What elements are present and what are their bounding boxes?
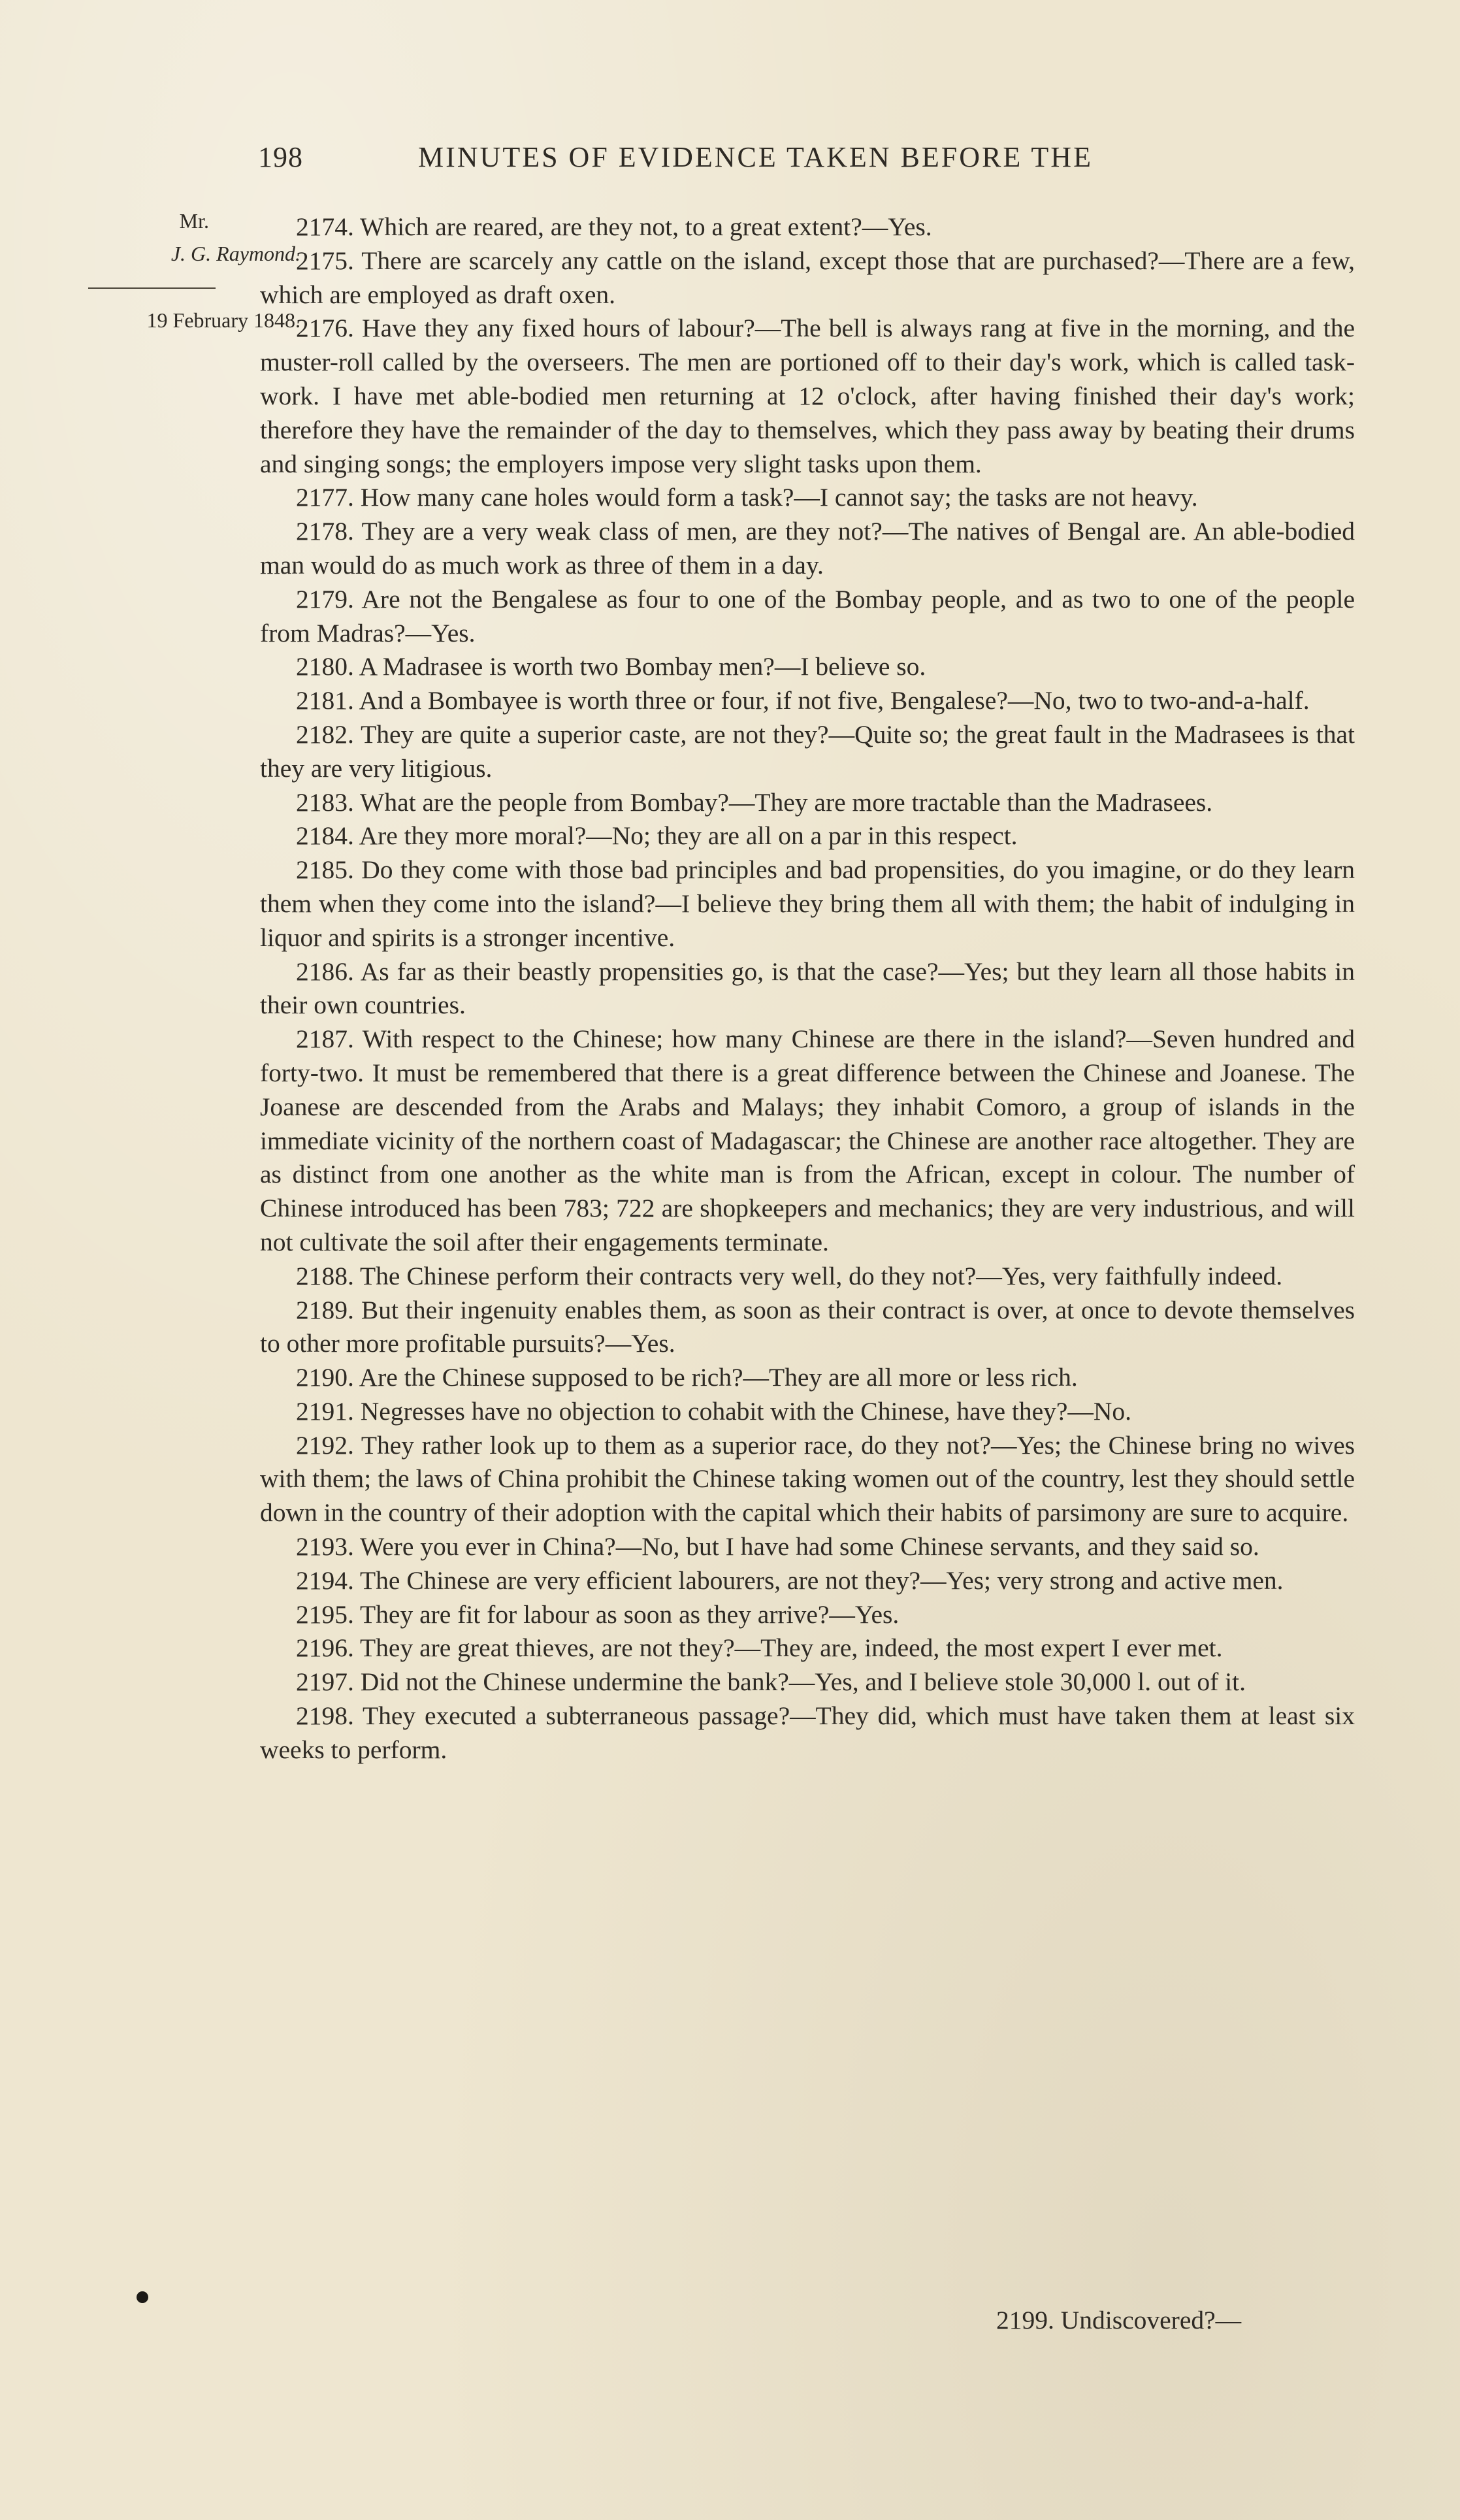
paragraph-2177: 2177. How many cane holes would form a task?—I cannot say; the tasks are not heavy. (296, 483, 1198, 512)
paragraph-2194: 2194. The Chinese are very efficient labourers, are not they?—Yes; very strong and active men. (296, 1565, 1284, 1595)
paragraph-2197: 2197. Did not the Chinese undermine the bank?—Yes, and I believe stole 30,000 l. out of it. (296, 1667, 1246, 1697)
page-number: 198 (258, 141, 303, 173)
paragraph-2185: 2185. Do they come with those bad principles and bad propensities, do you imagine, or do they learn them when they come into the island?—I believe they bring them all with them; the habit of indulging in liquor and spirits is a stronger incentive. (260, 855, 1355, 952)
evidence-body (260, 210, 1355, 1767)
catchword-next-question: 2199. Undiscovered?— (996, 2306, 1242, 2334)
paragraph-2190: 2190. Are the Chinese supposed to be rich?—They are all more or less rich. (296, 1363, 1078, 1392)
paragraph-2192: 2192. They rather look up to them as a superior race, do they not?—Yes; the Chinese bring no wives with them; the laws of China prohibit the Chinese taking women out of the country, lest they should settle down in the country of their adoption with the capital which their habits of parsimony are sure to acquire. (260, 1430, 1355, 1528)
paragraph-2191: 2191. Negresses have no objection to cohabit with the Chinese, have they?—No. (296, 1396, 1132, 1426)
paragraph-2178: 2178. They are a very weak class of men, are they not?—The natives of Bengal are. An able-bodied man would do as much work as three of them in a day. (260, 517, 1355, 580)
paragraph-2174: 2174. Which are reared, are they not, to a great extent?—Yes. (296, 212, 932, 241)
paragraph-2186: 2186. As far as their beastly propensities go, is that the case?—Yes; but they learn all those habits in their own countries. (260, 957, 1355, 1020)
page-header (258, 140, 1225, 186)
evidence-date: 19 February 1848. (146, 308, 300, 332)
paragraph-2188: 2188. The Chinese perform their contracts very well, do they not?—Yes, very faithfully indeed. (296, 1261, 1283, 1290)
ink-spot (137, 2291, 148, 2303)
paragraph-2181: 2181. And a Bombayee is worth three or four, if not five, Bengalese?—No, two to two-and-a-half. (296, 686, 1310, 715)
witness-title: Mr. (179, 209, 209, 233)
paragraph-2183: 2183. What are the people from Bombay?—They are more tractable than the Madrasees. (296, 787, 1213, 817)
running-title: MINUTES OF EVIDENCE TAKEN BEFORE THE (418, 141, 1093, 173)
paragraph-2198: 2198. They executed a subterraneous passage?—They did, which must have taken them at least six weeks to perform. (260, 1701, 1355, 1764)
paragraph-2193: 2193. Were you ever in China?—No, but I have had some Chinese servants, and they said so. (296, 1532, 1259, 1562)
witness-name: J. G. Raymond. (170, 242, 300, 265)
paragraph-2195: 2195. They are fit for labour as soon as they arrive?—Yes. (296, 1599, 900, 1629)
margin-divider (88, 287, 216, 289)
paragraph-2176: 2176. Have they any fixed hours of labour?—The bell is always rang at five in the morning, and the muster-roll called by the overseers. The men are portioned off to their day's work, which is called task-work. I have met able-bodied men returning at 12 o'clock, after having finished their day's work; therefore they have the remainder of the day to themselves, which they pass away by beating their drums and singing songs; the employers impose very slight tasks upon them. (260, 314, 1355, 478)
paragraph-2187: 2187. With respect to the Chinese; how many Chinese are there in the island?—Seven hundred and forty-two. It must be remembered that there is a great difference between the Chinese and Joanese. The Joanese are descended from the Arabs and Malays; they inhabit Comoro, a group of islands in the immediate vicinity of the northern coast of Madagascar; the Chinese are another race altogether. They are as distinct from one another as the white man is from the African, except in colour. The number of Chinese introduced has been 783; 722 are shopkeepers and mechanics; they are very industrious, and will not cultivate the soil after their engagements terminate. (260, 1024, 1355, 1256)
paragraph-2182: 2182. They are quite a superior caste, are not they?—Quite so; the great fault in the Madrasees is that they are very litigious. (260, 719, 1355, 783)
paragraph-2196: 2196. They are great thieves, are not they?—They are, indeed, the most expert I ever met. (296, 1633, 1223, 1663)
paragraph-2184: 2184. Are they more moral?—No; they are all on a par in this respect. (296, 821, 1018, 851)
paragraph-2179: 2179. Are not the Bengalese as four to one of the Bombay people, and as two to one of the people from Madras?—Yes. (260, 584, 1355, 647)
paragraph-2180: 2180. A Madrasee is worth two Bombay men?—I believe so. (296, 652, 926, 681)
paragraph-2175: 2175. There are scarcely any cattle on the island, except those that are purchased?—There are a few, which are employed as draft oxen. (260, 246, 1355, 309)
paragraph-2189: 2189. But their ingenuity enables them, as soon as their contract is over, at once to devote themselves to other more profitable pursuits?—Yes. (260, 1295, 1355, 1358)
